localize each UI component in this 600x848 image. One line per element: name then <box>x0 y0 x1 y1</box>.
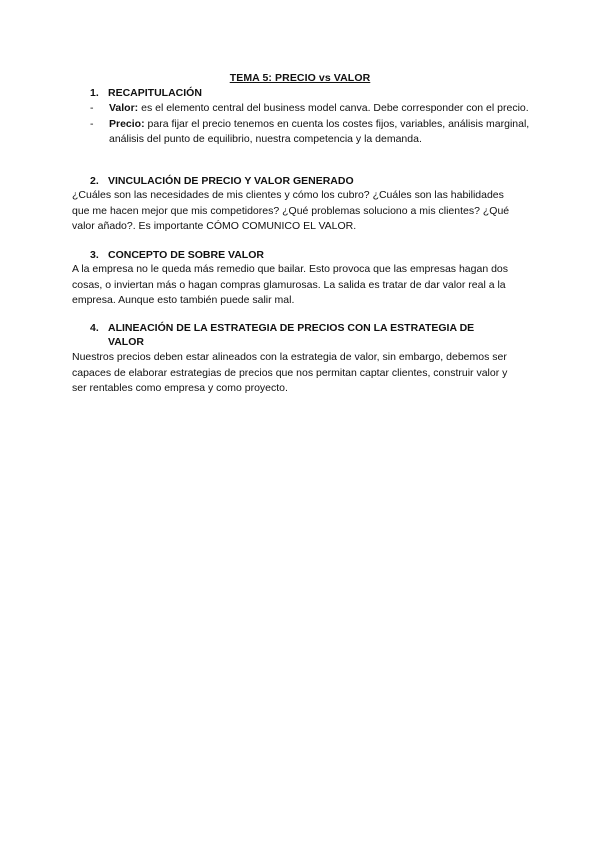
bullet-item-valor <box>90 101 530 117</box>
bullet-term-precio: Precio: <box>109 117 145 130</box>
section-2-number: 2. <box>90 175 99 187</box>
bullet-dash: - <box>90 117 94 130</box>
section-3-title: CONCEPTO DE SOBRE VALOR <box>108 249 264 261</box>
section-2-title: VINCULACIÓN DE PRECIO Y VALOR GENERADO <box>108 175 354 187</box>
section-1-bullet-list <box>90 101 530 148</box>
bullet-dash: - <box>90 102 94 114</box>
bullet-item-precio <box>90 117 530 148</box>
bullet-text-valor: es el elemento central del business model canva. Debe corresponder con el precio. <box>138 102 529 114</box>
document-title: TEMA 5: PRECIO vs VALOR <box>229 72 371 84</box>
section-4-number: 4. <box>90 322 99 334</box>
bullet-text-precio: para fijar el precio tenemos en cuenta los costes fijos, variables, análisis marginal, análisis del punto de equilibrio, nuestra competencia y la demanda. <box>109 117 530 145</box>
section-2-body: ¿Cuáles son las necesidades de mis clientes y cómo los cubro? ¿Cuáles son las habilidades que me hacen mejor que mis competidores? ¿Qué problemas soluciono a mis clientes? ¿Qué valor añado?. Es importante CÓMO COMUNICO EL VALOR. <box>72 189 510 232</box>
section-1-number: 1. <box>90 87 99 99</box>
section-4-body: Nuestros precios deben estar alineados con la estrategia de valor, sin embargo, debemos ser capaces de elaborar estrategias de precios que nos permitan captar clientes, construir valor y ser rentables como empresa y como proyecto. <box>72 351 508 394</box>
section-3-number: 3. <box>90 249 99 261</box>
section-1-title: RECAPITULACIÓN <box>108 87 202 99</box>
section-4-title: ALINEACIÓN DE LA ESTRATEGIA DE PRECIOS CON LA ESTRATEGIA DE VALOR <box>108 322 475 348</box>
bullet-term-valor: Valor: <box>109 102 139 114</box>
section-3-body: A la empresa no le queda más remedio que bailar. Esto provoca que las empresas hagan dos cosas, o inviertan más o hagan compras glamurosas. La salida es tratar de dar valor real a la empresa. Aunque esto también puede salir mal. <box>72 263 509 306</box>
